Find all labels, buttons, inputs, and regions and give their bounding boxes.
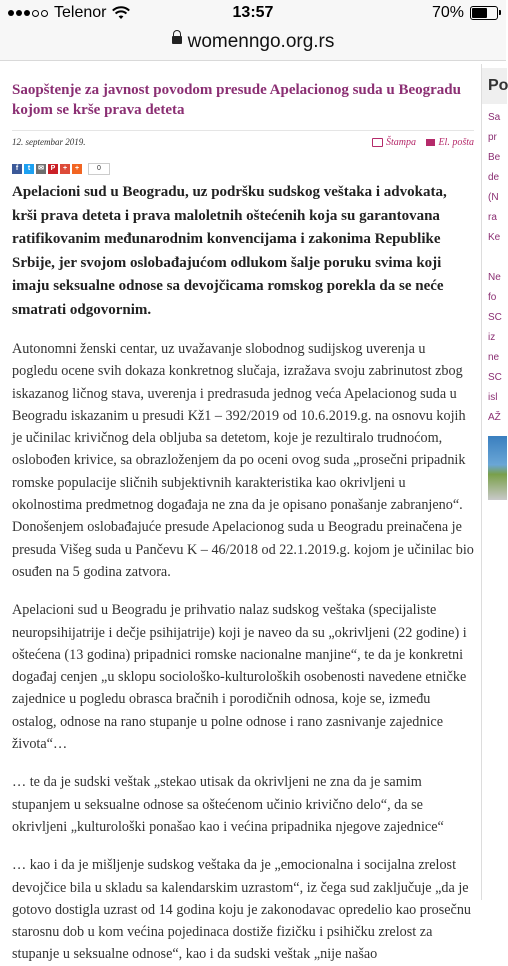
divider [12,130,474,131]
address-bar[interactable] [0,28,506,61]
url-text: womenngo.org.rs [187,31,335,52]
email-share-icon[interactable]: ✉ [36,164,46,174]
lock-icon [172,36,182,44]
more-share-icon[interactable]: + [72,164,82,174]
sidebar [481,64,507,900]
article-lead: Apelacioni sud u Beogradu, uz podršku sudskog veštaka i advokata, krši prava deteta i prava maloletnih oštećenih koja su garantovana ratifikovanim međunarodnim konvencijama i zakonima Republike Srbije, jer svojom oslobađajućom odlukom šalje poruku svima koji imaju seksualne odnose sa devojčicama romskog porekla da se neće smatrati odgovornim. [12,184,447,318]
article-actions [372,137,474,148]
sidebar-item[interactable]: AŽ [488,412,501,423]
print-label: Štampa [385,137,416,148]
battery-group [432,4,498,22]
share-bar [12,161,474,177]
facebook-icon[interactable]: f [12,164,22,174]
share-count: 0 [88,163,110,175]
sidebar-item[interactable]: de [488,172,500,183]
carrier-name: Telenor [54,4,107,21]
sidebar-item[interactable]: (N [488,192,499,203]
sidebar-item[interactable]: fo [488,292,497,303]
sidebar-item[interactable]: isl [488,392,498,403]
sidebar-item[interactable]: ne [488,352,500,363]
article-paragraph: … te da je sudski veštak „stekao utisak da okrivljeni ne zna da je samim stupanjem u seksualne odnose sa oštećenom učinio krivično delo“, da se okrivljeni „kulturološki ponašao kao i većina pripadnika njegove zajednice“ [12,774,444,835]
sidebar-item[interactable]: Ke [488,232,501,243]
sidebar-item[interactable]: pr [488,132,497,143]
article-title[interactable]: Saopštenje za javnost povodom presude Apelacionog suda u Beogradu kojom se krše prava deteta [12,82,461,118]
sidebar-item[interactable]: iz [488,332,496,343]
print-link[interactable] [372,137,416,148]
google-plus-icon[interactable]: + [60,164,70,174]
sidebar-item[interactable]: Sa [488,112,501,123]
sidebar-item[interactable]: ra [488,212,497,223]
article-paragraph: … kao i da je mišljenje sudskog veštaka da je „emocionalna i socijalna zrelost devojčice bila u skladu sa kalendarskim uzrastom“, iz čega sud zaključuje „da je gotovo dostigla uzrast od 14 godina koju je zakonodavac opredelio kao prosečnu starosnu dob u kom većina pojedinaca dostiže fizičku i psihičku zrelost za stupanje u seksualne odnose“, kao i da sudski veštak „nije našao [12,857,472,963]
print-icon [372,138,383,147]
clock: 13:57 [232,4,274,21]
sidebar-item[interactable]: Be [488,152,501,163]
sidebar-item[interactable]: SC [488,372,502,383]
article-date: 12. septembar 2019. [12,137,86,147]
article-paragraph: Autonomni ženski centar, uz uvažavanje slobodnog sudijskog uverenja u pogledu ocene svih dokaza konkretnog slučaja, izražava svoju zabrinutost zbog iskazanog ličnog stava, uverenja i predrasuda jednog veća Apelacionog suda u Beogradu iskazanim u presudi Kž1 – 392/2019 od 10.6.2019.g. na osnovu kojih je učinilac krivičnog dela obljuba sa detetom, koje je rezultiralo trudnoćom, oslobođen krivice, sa obrazloženjem da po oceni ovog suda „prosečni pripadnik romske populacije sličnih subjektivnih karakteristika kao okrivljeni u okolnostima predmetnog događaja ne zna da je opisano ponašanje zabranjeno“. Donošenjem oslobađajuće presude Apelacionog suda u Beogradu preinačena je presuda Višeg suda u Pančevu K – 46/2018 od 22.1.2019.g. kojom je učinilac bio osuđen na 5 godina zatvora. [12,341,474,580]
battery-percent: 70% [431,4,464,21]
email-link[interactable] [418,137,474,148]
sidebar-heading: Po [482,68,507,104]
sidebar-item[interactable]: SC [488,312,502,323]
article-meta [12,137,474,157]
twitter-icon[interactable]: t [24,164,34,174]
article-paragraph: Apelacioni sud u Beogradu je prihvatio nalaz sudskog veštaka (specijaliste neuropsihijatrije i dečje psihijatrije) koji je naveo da su „okrivljeni (22 godine) i oštećena (13 godina) pripadnici romske nacionalne manjine“, te da je konkretni događaj cenjen „u sklopu sociološko-kulturoloških osobenosti navedene etničke zajednice u pogledu obrasca bračnih i porodičnih odnosa, koje se, između ostalog, odnose na rano stupanje u polne odnose i rano zasnivanje zajednice života“… [12,602,467,753]
article [12,74,474,966]
status-bar [0,0,506,28]
battery-icon [470,6,498,20]
sidebar-thumbnail[interactable] [488,436,507,500]
sidebar-item[interactable]: Ne [488,272,501,283]
email-label: El. pošta [438,137,474,148]
pinterest-icon[interactable]: P [48,164,58,174]
mail-icon [426,139,435,146]
